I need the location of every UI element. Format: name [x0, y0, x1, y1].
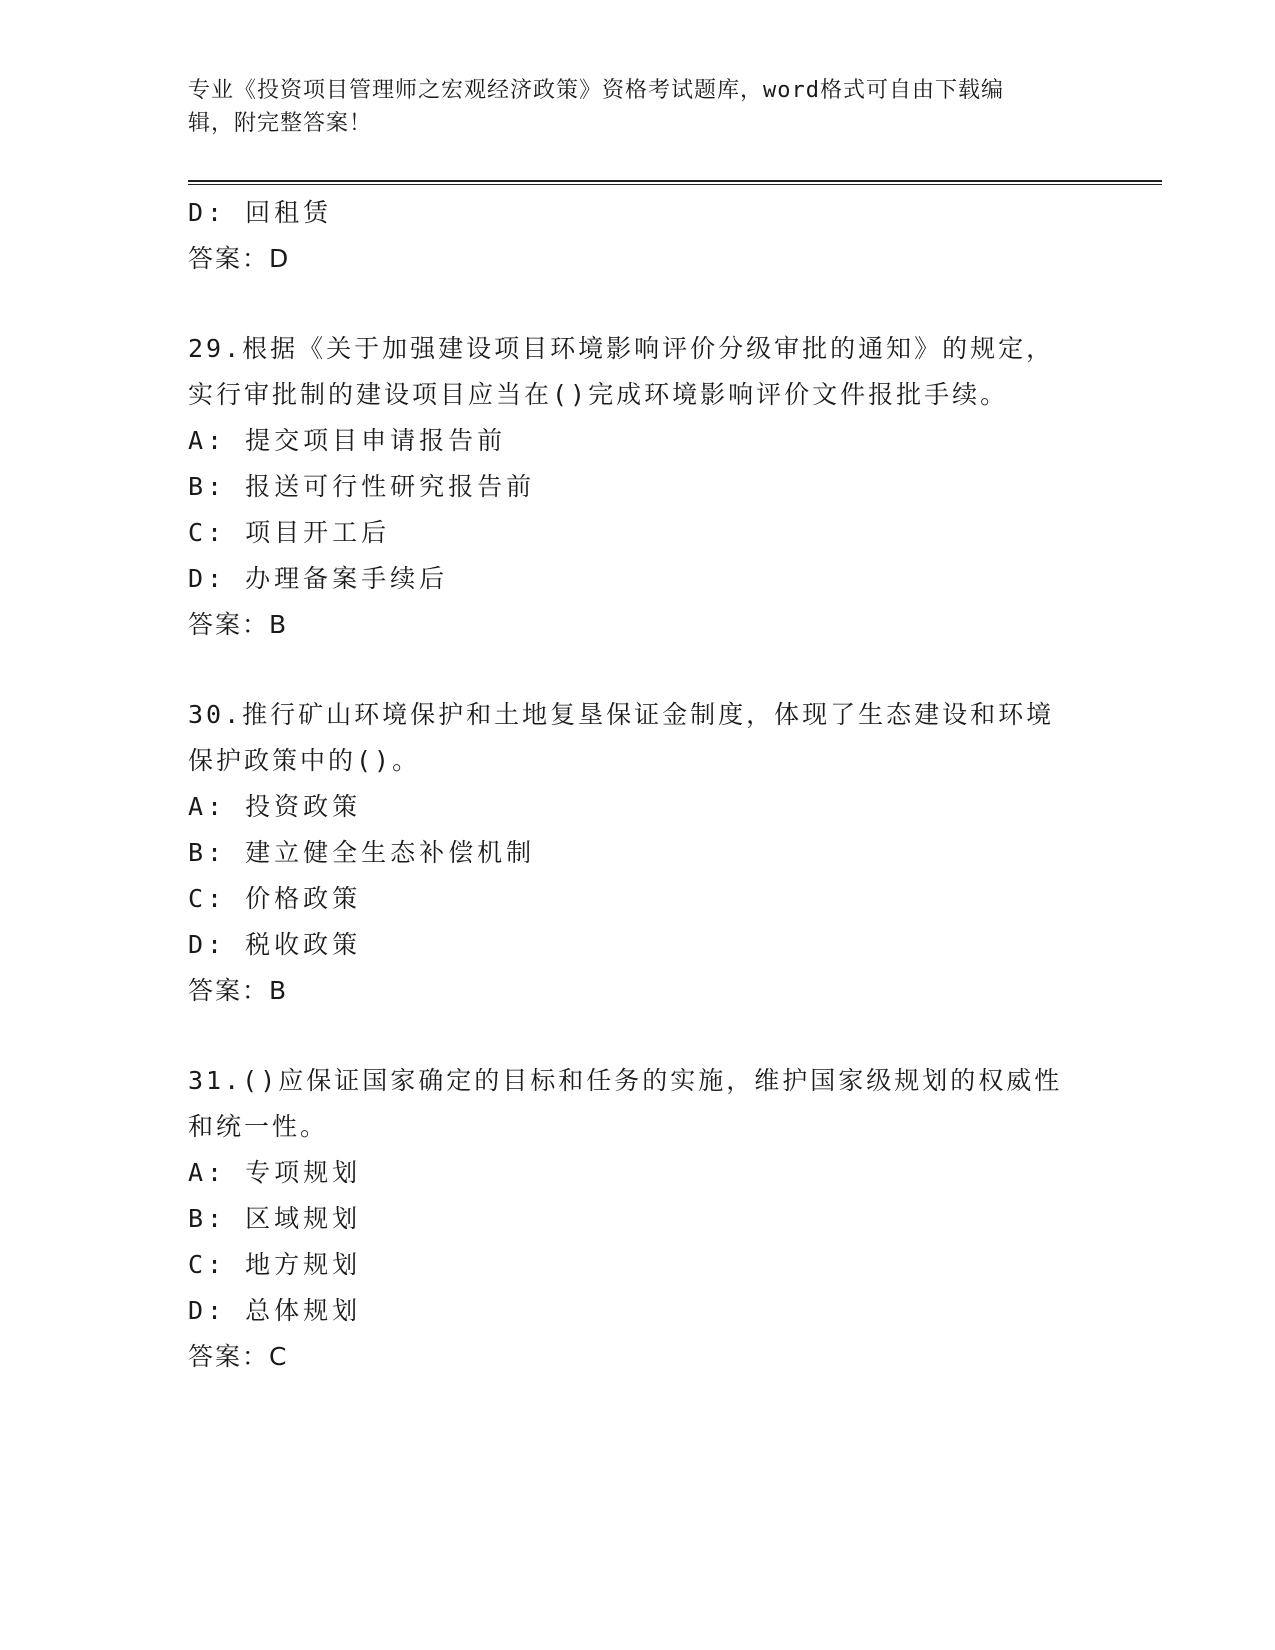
header-divider [188, 180, 1162, 185]
option-d: D: 总体规划 [188, 1296, 362, 1325]
question-stem-line-1: 31.()应保证国家确定的目标和任务的实施，维护国家级规划的权威性 [188, 1066, 1063, 1095]
header-line-1: 专业《投资项目管理师之宏观经济政策》资格考试题库，word格式可自由下载编 [188, 78, 1004, 103]
answer-line: 答案：B [188, 976, 289, 1005]
question-31 [188, 1058, 1088, 1380]
question-content [188, 190, 1088, 1380]
question-stem-line-2: 和统一性。 [188, 1112, 329, 1141]
option-d: D: 回租赁 [188, 198, 333, 227]
question-stem-line-1: 29.根据《关于加强建设项目环境影响评价分级审批的通知》的规定， [188, 334, 1055, 363]
question-30 [188, 692, 1088, 1014]
previous-question-tail [188, 190, 1088, 282]
answer-line: 答案：D [188, 244, 291, 273]
question-29 [188, 326, 1088, 648]
option-b: B: 报送可行性研究报告前 [188, 472, 536, 501]
option-c: C: 价格政策 [188, 884, 362, 913]
question-stem [188, 692, 1088, 784]
option-c: C: 项目开工后 [188, 518, 391, 547]
question-stem-line-1: 30.推行矿山环境保护和土地复垦保证金制度，体现了生态建设和环境 [188, 700, 1055, 729]
option-a: A: 投资政策 [188, 792, 362, 821]
option-c: C: 地方规划 [188, 1250, 362, 1279]
option-b: B: 建立健全生态补偿机制 [188, 838, 536, 867]
option-d: D: 税收政策 [188, 930, 362, 959]
question-stem-line-2: 保护政策中的()。 [188, 746, 421, 775]
option-a: A: 专项规划 [188, 1158, 362, 1187]
option-b: B: 区域规划 [188, 1204, 362, 1233]
question-stem [188, 1058, 1088, 1150]
answer-line: 答案：C [188, 1342, 289, 1371]
option-a: A: 提交项目申请报告前 [188, 426, 507, 455]
question-stem-line-2: 实行审批制的建设项目应当在()完成环境影响评价文件报批手续。 [188, 380, 1009, 409]
header-line-2: 辑，附完整答案！ [188, 111, 373, 136]
answer-line: 答案：B [188, 610, 289, 639]
page-header [188, 74, 1088, 140]
option-d: D: 办理备案手续后 [188, 564, 449, 593]
question-stem [188, 326, 1088, 418]
